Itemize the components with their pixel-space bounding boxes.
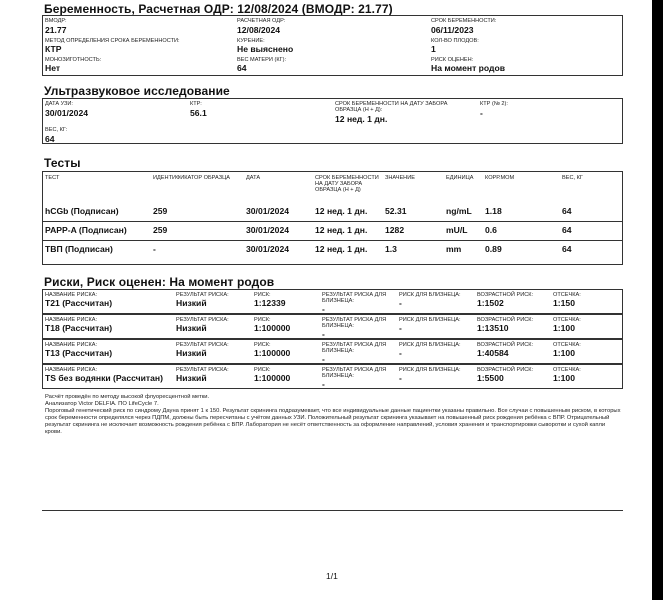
- us-weight-value: 64: [45, 134, 55, 144]
- test-date: 30/01/2024: [246, 206, 290, 216]
- test-name: PAPP-A (Подписан): [45, 225, 127, 235]
- risk-twin-result: -: [322, 304, 325, 314]
- risk-label: РИСК ДЛЯ БЛИЗНЕЦА:: [399, 317, 461, 323]
- test-date: 30/01/2024: [246, 225, 290, 235]
- risk-label: ВОЗРАСТНОЙ РИСК:: [477, 317, 534, 323]
- risk-twin-value: -: [399, 373, 402, 383]
- note-method: Расчёт проведён по методу высокой флуоресцентной метки.: [45, 394, 210, 400]
- field-label: МОНОЗИГОТНОСТЬ:: [45, 57, 102, 63]
- us-ktr2-label: КТР (№ 2):: [480, 101, 508, 107]
- field-value: КТР: [45, 44, 62, 54]
- field-value: 21.77: [45, 25, 67, 35]
- risk-result: Низкий: [176, 323, 207, 333]
- risk-block: [42, 339, 623, 364]
- risk-label: РЕЗУЛЬТАТ РИСКА:: [176, 292, 229, 298]
- field-value: Нет: [45, 63, 61, 73]
- risk-label: НАЗВАНИЕ РИСКА:: [45, 367, 98, 373]
- risk-twin-value: -: [399, 298, 402, 308]
- risk-label: РЕЗУЛЬТАТ РИСКА ДЛЯ БЛИЗНЕЦА:: [322, 317, 387, 329]
- row-divider: [42, 221, 623, 222]
- us-weight-label: ВЕС, КГ:: [45, 127, 68, 133]
- risk-label: ВОЗРАСТНОЙ РИСК:: [477, 292, 534, 298]
- test-value: 1.3: [385, 244, 397, 254]
- us-term-label: СРОК БЕРЕМЕННОСТИ НА ДАТУ ЗАБОРА ОБРАЗЦА (Н + Д):: [335, 101, 448, 113]
- field-label: ВМОДР:: [45, 18, 67, 24]
- test-sample-id: -: [153, 244, 156, 254]
- test-sample-id: 259: [153, 225, 168, 235]
- test-term: 12 нед. 1 дн.: [315, 225, 368, 235]
- risk-twin-result: -: [322, 379, 325, 389]
- risk-name: T13 (Рассчитан): [45, 348, 113, 358]
- test-value: 1282: [385, 225, 405, 235]
- col-header: ВЕС, КГ: [562, 175, 583, 181]
- field-label: КУРЕНИЕ:: [237, 38, 265, 44]
- risk-label: РИСК ДЛЯ БЛИЗНЕЦА:: [399, 367, 461, 373]
- risk-result: Низкий: [176, 298, 207, 308]
- footer-divider: [42, 510, 623, 511]
- risk-label: РИСК:: [254, 292, 271, 298]
- field-label: ВЕС МАТЕРИ (КГ):: [237, 57, 287, 63]
- field-label: КОЛ-ВО ПЛОДОВ:: [431, 38, 479, 44]
- risk-label: ОТСЕЧКА:: [553, 317, 581, 323]
- risk-result: Низкий: [176, 348, 207, 358]
- risks-title: Риски, Риск оценен: На момент родов: [44, 275, 275, 289]
- risk-label: РЕЗУЛЬТАТ РИСКА ДЛЯ БЛИЗНЕЦА:: [322, 292, 387, 304]
- risk-block: [42, 289, 623, 314]
- us-ktr-value: 56.1: [190, 108, 207, 118]
- risk-name: TS без водянки (Рассчитан): [45, 373, 163, 383]
- risk-label: РЕЗУЛЬТАТ РИСКА:: [176, 367, 229, 373]
- risk-label: РИСК ДЛЯ БЛИЗНЕЦА:: [399, 342, 461, 348]
- test-sample-id: 259: [153, 206, 168, 216]
- risk-label: РИСК:: [254, 342, 271, 348]
- col-header: ТЕСТ: [45, 175, 60, 181]
- risk-name: T21 (Рассчитан): [45, 298, 113, 308]
- field-label: РАСЧЕТНАЯ ОДР:: [237, 18, 286, 24]
- col-header: ДАТА: [246, 175, 261, 181]
- risk-block: [42, 314, 623, 339]
- risk-age: 1:13510: [477, 323, 509, 333]
- field-label: МЕТОД ОПРЕДЕЛЕНИЯ СРОКА БЕРЕМЕННОСТИ:: [45, 38, 180, 44]
- field-value: Не выяснено: [237, 44, 294, 54]
- test-weight: 64: [562, 225, 572, 235]
- test-date: 30/01/2024: [246, 244, 290, 254]
- risk-twin-result: -: [322, 329, 325, 339]
- col-header: ЕДИНИЦА: [446, 175, 474, 181]
- test-weight: 64: [562, 244, 572, 254]
- field-value: На момент родов: [431, 63, 506, 73]
- field-label: РИСК ОЦЕНЕН:: [431, 57, 474, 63]
- test-name: hCGb (Подписан): [45, 206, 119, 216]
- test-unit: ng/mL: [446, 206, 472, 216]
- risk-value: 1:12339: [254, 298, 286, 308]
- risk-label: НАЗВАНИЕ РИСКА:: [45, 342, 98, 348]
- risk-age: 1:1502: [477, 298, 504, 308]
- risk-label: РИСК ДЛЯ БЛИЗНЕЦА:: [399, 292, 461, 298]
- test-name: ТВП (Подписан): [45, 244, 113, 254]
- risk-age: 1:40584: [477, 348, 509, 358]
- col-header: СРОК БЕРЕМЕННОСТИ НА ДАТУ ЗАБОРА ОБРАЗЦА (Н + Д): [315, 175, 379, 193]
- risk-result: Низкий: [176, 373, 207, 383]
- risk-label: РИСК:: [254, 317, 271, 323]
- risk-cutoff: 1:100: [553, 323, 575, 333]
- field-value: 06/11/2023: [431, 25, 474, 35]
- risk-twin-value: -: [399, 323, 402, 333]
- us-term-value: 12 нед. 1 дн.: [335, 114, 388, 124]
- pregnancy-title: Беременность, Расчетная ОДР: 12/08/2024 (ВМОДР: 21.77): [44, 2, 393, 16]
- risk-label: ВОЗРАСТНОЙ РИСК:: [477, 367, 534, 373]
- risk-label: РЕЗУЛЬТАТ РИСКА ДЛЯ БЛИЗНЕЦА:: [322, 342, 387, 354]
- risk-twin-result: -: [322, 354, 325, 364]
- risk-label: НАЗВАНИЕ РИСКА:: [45, 292, 98, 298]
- image-edge: [652, 0, 663, 600]
- col-header: КОРР.МОМ: [485, 175, 515, 181]
- test-mom: 0.6: [485, 225, 497, 235]
- row-divider: [42, 240, 623, 241]
- col-header: ИДЕНТИФИКАТОР ОБРАЗЦА: [153, 175, 230, 181]
- ultrasound-box: [42, 98, 623, 144]
- risk-label: ОТСЕЧКА:: [553, 342, 581, 348]
- risk-name: T18 (Рассчитан): [45, 323, 113, 333]
- risk-label: РЕЗУЛЬТАТ РИСКА:: [176, 342, 229, 348]
- field-value: 12/08/2024: [237, 25, 281, 35]
- ultrasound-title: Ультразвуковое исследование: [44, 84, 230, 98]
- us-date-label: ДАТА УЗИ:: [45, 101, 73, 107]
- risk-label: РИСК:: [254, 367, 271, 373]
- test-weight: 64: [562, 206, 572, 216]
- test-mom: 1.18: [485, 206, 502, 216]
- risk-label: ОТСЕЧКА:: [553, 292, 581, 298]
- col-header: ЗНАЧЕНИЕ: [385, 175, 415, 181]
- risk-value: 1:100000: [254, 323, 291, 333]
- us-date-value: 30/01/2024: [45, 108, 89, 118]
- test-unit: mU/L: [446, 225, 468, 235]
- test-term: 12 нед. 1 дн.: [315, 244, 368, 254]
- pregnancy-box: [42, 15, 623, 76]
- field-label: СРОК БЕРЕМЕННОСТИ:: [431, 18, 497, 24]
- test-term: 12 нед. 1 дн.: [315, 206, 368, 216]
- test-value: 52.31: [385, 206, 407, 216]
- us-ktr-label: КТР:: [190, 101, 202, 107]
- risk-twin-value: -: [399, 348, 402, 358]
- tests-title: Тесты: [44, 156, 81, 170]
- test-unit: mm: [446, 244, 462, 254]
- risk-label: РЕЗУЛЬТАТ РИСКА ДЛЯ БЛИЗНЕЦА:: [322, 367, 387, 379]
- risk-cutoff: 1:100: [553, 373, 575, 383]
- note-analyzer: Анализатор Victor DELFIA. ПО LifeCycle 7.: [45, 401, 159, 407]
- us-ktr2-value: -: [480, 108, 483, 118]
- risk-age: 1:5500: [477, 373, 504, 383]
- page-number: 1/1: [326, 571, 338, 581]
- field-value: 1: [431, 44, 436, 54]
- field-value: 64: [237, 63, 247, 73]
- risk-block: [42, 364, 623, 389]
- risk-cutoff: 1:100: [553, 348, 575, 358]
- risk-label: РЕЗУЛЬТАТ РИСКА:: [176, 317, 229, 323]
- risk-label: ВОЗРАСТНОЙ РИСК:: [477, 342, 534, 348]
- risk-cutoff: 1:150: [553, 298, 575, 308]
- risk-label: ОТСЕЧКА:: [553, 367, 581, 373]
- note-disclaimer: Пороговый генетический риск по синдрому Дауна принят 1 к 150. Результат скрининга подразумевает, что все индивидуальные данные пациентки указаны правильно. Все случаи с повышенным риском, в которых срок беременности определялся через ПДПМ, должны быть пересчитаны с учётом данных УЗИ. Положительный результат скрининга указывает на повышенный риск рождения ребёнка с ВПР. Отрицательный результат скрининга не исключает возможность рождения ребёнка с ВПР. Лаборатория не несёт ответственность за оформление направлений, условия хранения и транспортировки сыворотки и сухой капли крови.: [45, 408, 621, 436]
- risk-value: 1:100000: [254, 348, 291, 358]
- risk-label: НАЗВАНИЕ РИСКА:: [45, 317, 98, 323]
- test-mom: 0.89: [485, 244, 502, 254]
- risk-value: 1:100000: [254, 373, 291, 383]
